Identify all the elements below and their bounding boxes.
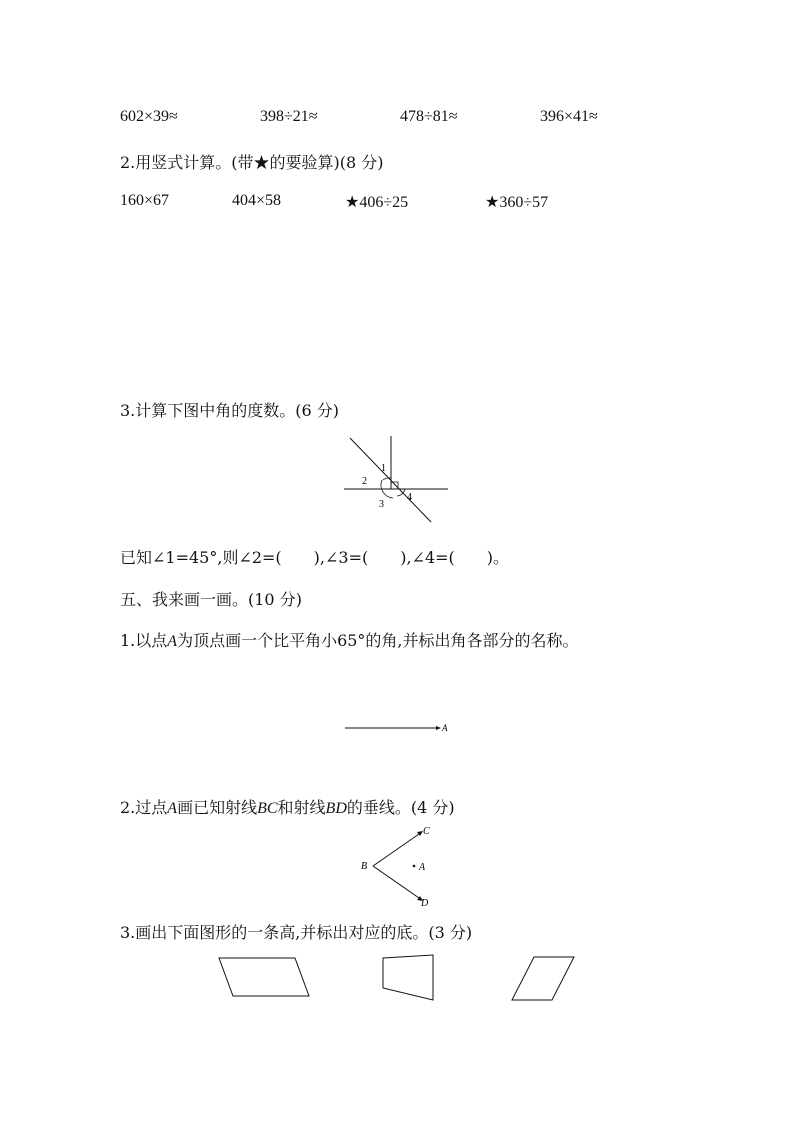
s5-q2-suffix: 的垂线。(4 分)	[346, 798, 455, 817]
vertical-calc-4: ★360÷57	[485, 194, 549, 211]
angle-diagram	[340, 432, 460, 532]
s5-q2-point-a: A	[167, 800, 178, 817]
angle-label-1: 1	[381, 463, 386, 474]
s5-q1-point: A	[167, 633, 178, 650]
s5-q2-mid2: 和射线	[277, 798, 326, 817]
parallelogram-2	[510, 954, 580, 1004]
vertical-calc-3: ★406÷25	[345, 194, 409, 211]
estimate-1: 602×39≈	[120, 108, 178, 125]
s5-q2-text	[120, 795, 455, 818]
ray-a-diagram	[340, 718, 460, 738]
s5-q1-suffix: 为顶点画一个比平角小65°的角,并标出角各部分的名称。	[177, 631, 579, 650]
angle-label-3: 3	[379, 499, 384, 510]
point-b-label: B	[361, 861, 368, 872]
section5-title: 五、我来画一画。(10 分)	[120, 590, 302, 609]
trapezoid	[380, 952, 440, 1002]
s5-q2-mid1: 画已知射线	[177, 798, 258, 817]
rays-bc-bd-diagram	[355, 822, 455, 912]
vertical-calc-1: 160×67	[120, 192, 170, 209]
s5-q2-prefix: 2.过点	[120, 798, 168, 817]
angle-label-2: 2	[362, 476, 367, 487]
angle-label-4: 4	[407, 492, 412, 503]
s5-q3-title: 3.画出下面图形的一条高,并标出对应的底。(3 分)	[120, 923, 473, 942]
point-c-label: C	[423, 826, 430, 837]
point-a-label: A	[419, 862, 426, 873]
point-d-label: D	[421, 898, 429, 909]
q3-title: 3.计算下图中角的度数。(6 分)	[120, 401, 340, 420]
q2-title: 2.用竖式计算。(带★的要验算)(8 分)	[120, 153, 384, 172]
s5-q1-prefix: 1.以点	[120, 631, 168, 650]
s5-q2-ray-bd: BD	[325, 800, 347, 817]
estimate-4: 396×41≈	[540, 108, 598, 125]
q3-answer-line: 已知∠1=45°,则∠2=( ),∠3=( ),∠4=( )。	[120, 548, 510, 567]
ray-point-a-label: A	[442, 723, 448, 733]
vertical-calc-2: 404×58	[232, 192, 282, 209]
s5-q1-text	[120, 628, 579, 651]
estimate-3: 478÷81≈	[400, 108, 458, 125]
estimate-2: 398÷21≈	[260, 108, 318, 125]
s5-q2-ray-bc: BC	[257, 800, 278, 817]
parallelogram-1	[215, 955, 315, 1000]
